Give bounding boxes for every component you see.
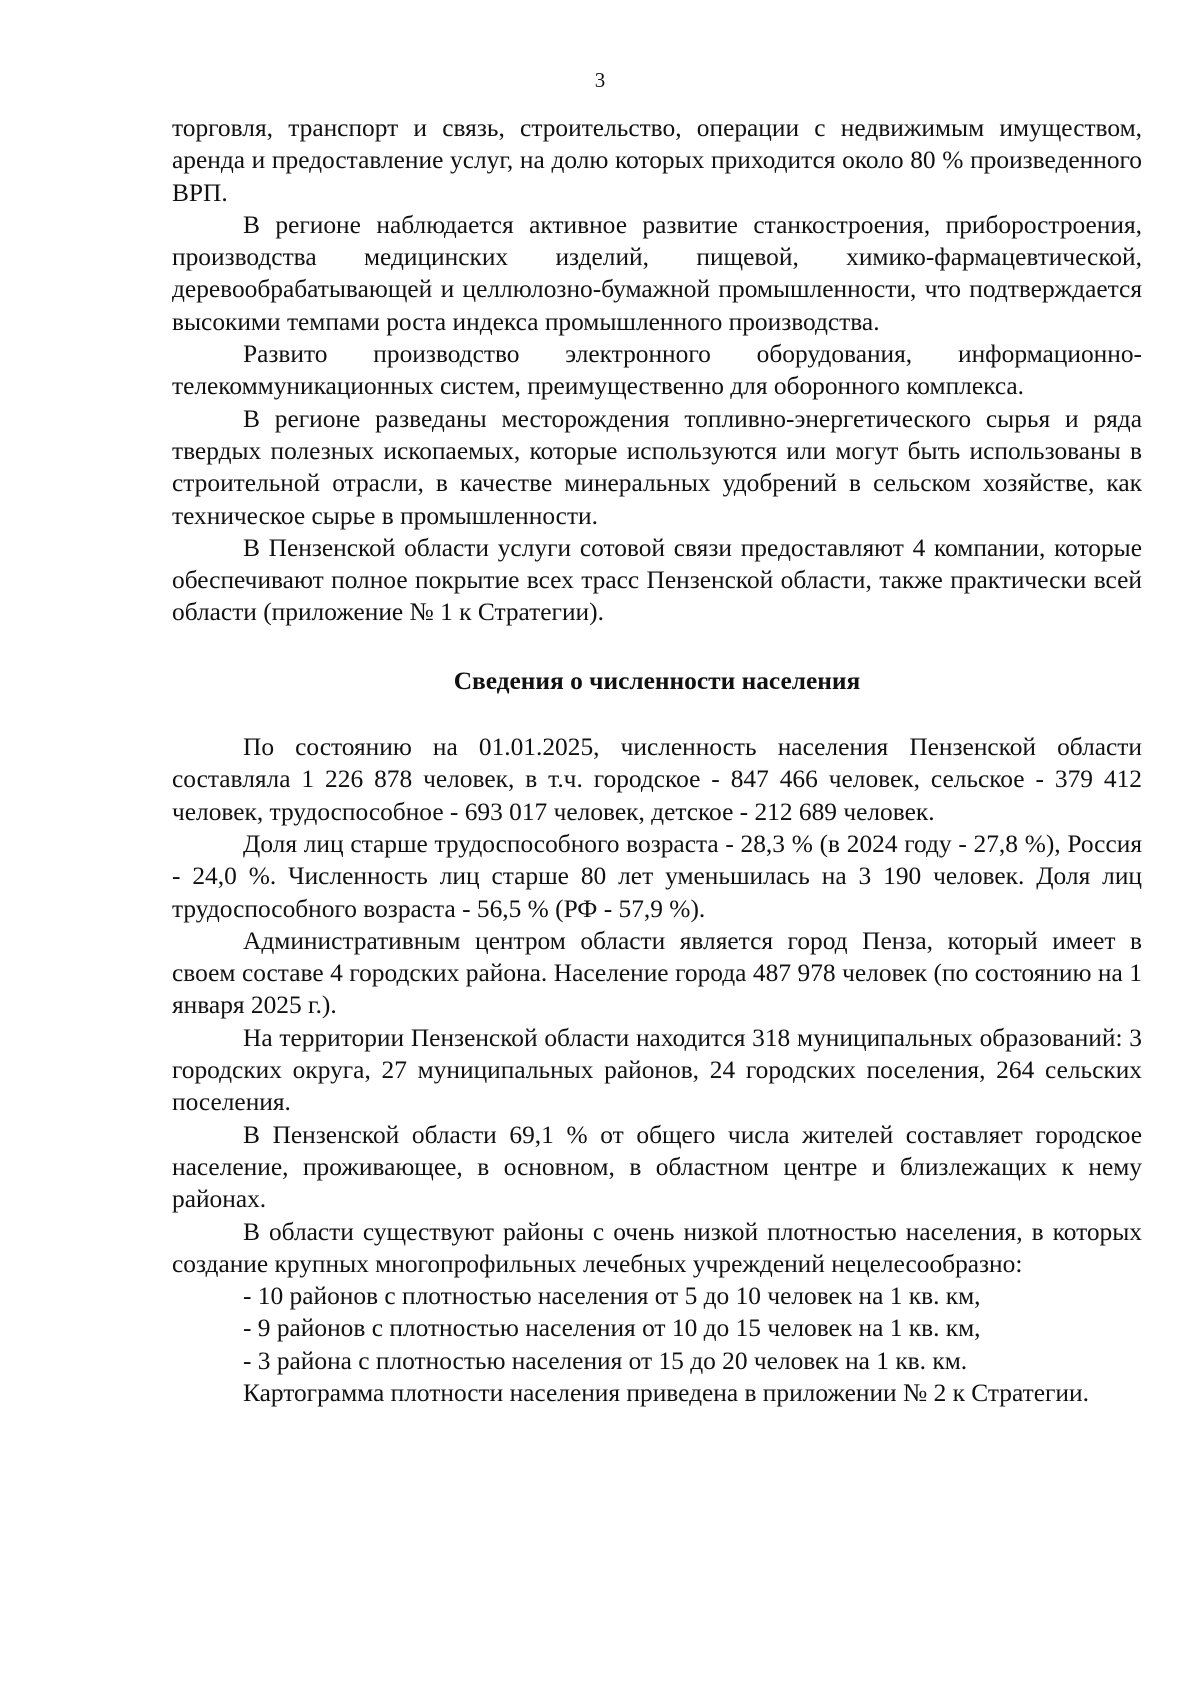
section-heading-population: Сведения о численности населения xyxy=(453,666,861,695)
paragraph-cellular-coverage: В Пензенской области услуги сотовой связи предоставляют 4 компании, которые обеспечивают полное покрытие всех трасс Пензенской области, также практически всей области (приложение № 1 к Стратегии). xyxy=(172,533,1142,627)
paragraph-urban-population: В Пензенской области 69,1 % от общего числа жителей составляет городское население, проживающее, в основном, в областном центре и близлежащих к нему районах. xyxy=(172,1120,1142,1214)
paragraph-industry-development: В регионе наблюдается активное развитие станкостроения, приборостроения, производства медицинских изделий, пищевой, химико-фармацевтической, деревообрабатывающей и целлюлозно-бумажной промышленности, что подтверждается высокими темпами роста индекса промышленного производства. xyxy=(172,210,1142,336)
paragraph-electronics-production: Развито производство электронного оборудования, информационно-телекоммуникационных систем, преимущественно для оборонного комплекса. xyxy=(172,340,1142,401)
paragraph-continuation: торговля, транспорт и связь, строительство, операции с недвижимым имуществом, аренда и предоставление услуг, на долю которых приходится около 80 % произведенного ВРП. xyxy=(172,114,1142,207)
paragraph-municipalities: На территории Пензенской области находится 318 муниципальных образований: 3 городских округа, 27 муниципальных районов, 24 городских поселения, 264 сельских поселения. xyxy=(172,1023,1142,1117)
paragraph-administrative-center: Административным центром области является город Пенза, который имеет в своем составе 4 городских района. Население города 487 978 человек (по состоянию на 1 января 2025 г.). xyxy=(172,926,1142,1020)
paragraph-low-density-districts: В области существуют районы с очень низкой плотностью населения, в которых создание крупных многопрофильных лечебных учреждений нецелесообразно: xyxy=(172,1217,1142,1278)
paragraph-population-total: По состоянию на 01.01.2025, численность населения Пензенской области составляла 1 226 878 человек, в т.ч. городское - 847 466 человек, сельское - 379 412 человек, трудоспособное - 693 017 человек, детское - 212 689 человек. xyxy=(172,733,1142,826)
paragraph-density-cartogram: Картограмма плотности населения приведена в приложении № 2 к Стратегии. xyxy=(243,1378,1089,1407)
paragraph-mineral-deposits: В регионе разведаны месторождения топливно-энергетического сырья и ряда твердых полезных ископаемых, которые используются или могут быть использованы в строительной отрасли, в качестве минеральных удобрений в сельском хозяйстве, как техническое сырье в промышленности. xyxy=(172,404,1142,530)
list-item-density: - 3 района с плотностью населения от 15 до 20 человек на 1 кв. км. xyxy=(243,1346,968,1375)
paragraph-age-structure: Доля лиц старше трудоспособного возраста - 28,3 % (в 2024 году - 27,8 %), Россия - 24,0 %. Численность лиц старше 80 лет уменьшилась на 3 190 человек. Доля лиц трудоспособного возраста - 56,5 % (РФ - 57,9 %). xyxy=(172,829,1142,923)
list-item-density: - 9 районов с плотностью населения от 10 до 15 человек на 1 кв. км, xyxy=(243,1314,981,1343)
page-number: 3 xyxy=(594,68,606,92)
document-body xyxy=(172,112,1142,1409)
list-item-density: - 10 районов с плотностью населения от 5 до 10 человек на 1 кв. км, xyxy=(243,1282,981,1311)
